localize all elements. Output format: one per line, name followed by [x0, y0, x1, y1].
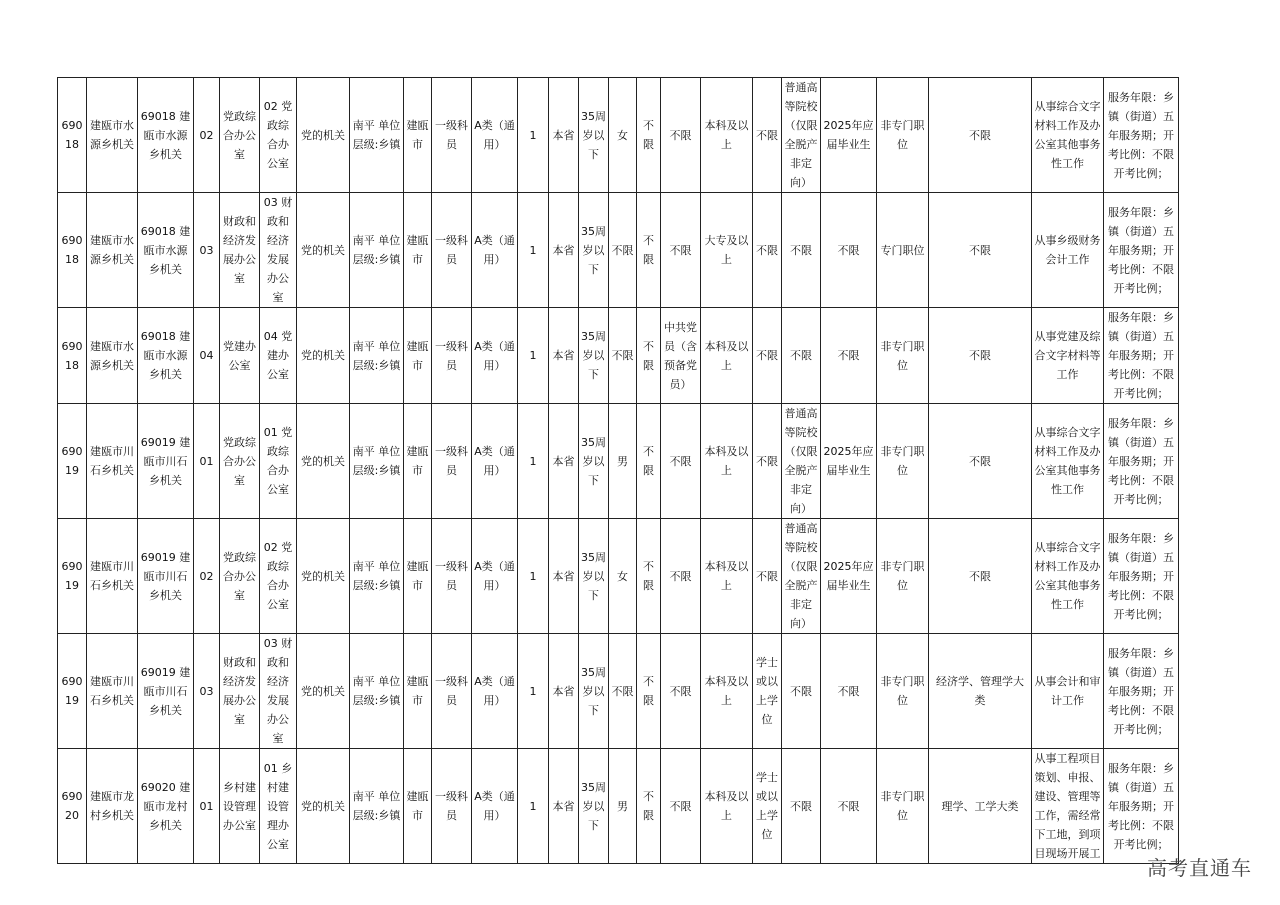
table-cell: 1	[518, 519, 549, 634]
table-cell: 2025年应届毕业生	[821, 78, 877, 193]
table-cell: 不限	[782, 308, 821, 404]
table-cell: 服务年限：乡镇（街道）五年服务期；开考比例：不限开考比例；	[1104, 749, 1179, 864]
table-cell: 不限	[609, 193, 637, 308]
table-cell: 从事综合文字材料工作及办公室其他事务性工作	[1032, 404, 1104, 519]
table-cell: 2025年应届毕业生	[821, 519, 877, 634]
table-cell: 1	[518, 749, 549, 864]
table-cell: 02 党政综合办公室	[260, 519, 297, 634]
table-cell: 01	[194, 404, 220, 519]
table-cell: 党的机关	[297, 78, 350, 193]
table-cell: 1	[518, 308, 549, 404]
table-cell: 南平 单位层级:乡镇	[350, 308, 404, 404]
table-cell: 不限	[753, 193, 782, 308]
table-cell: 建瓯市	[404, 519, 432, 634]
table-cell: 不限	[753, 519, 782, 634]
table-cell: 不限	[929, 519, 1032, 634]
table-cell: 建瓯市	[404, 749, 432, 864]
table-cell: 女	[609, 519, 637, 634]
table-cell: 03	[194, 193, 220, 308]
table-cell: 男	[609, 404, 637, 519]
table-cell: 党的机关	[297, 519, 350, 634]
table-cell: 从事党建及综合文字材料等工作	[1032, 308, 1104, 404]
table-cell: 南平 单位层级:乡镇	[350, 749, 404, 864]
table-cell: 党的机关	[297, 308, 350, 404]
table-cell: 本科及以上	[701, 404, 753, 519]
table-cell: 党政综合办公室	[220, 404, 260, 519]
table-cell: 不限	[661, 634, 701, 749]
table-cell: 一级科员	[432, 308, 472, 404]
table-cell: 02	[194, 519, 220, 634]
table-cell: 一级科员	[432, 193, 472, 308]
table-cell: A类（通用）	[472, 404, 518, 519]
table-cell: 建瓯市	[404, 404, 432, 519]
table-row	[58, 308, 1179, 404]
table-cell: 从事工程项目策划、申报、建设、管理等工作，需经常下工地，到项目现场开展工	[1032, 749, 1104, 864]
table-cell: 1	[518, 78, 549, 193]
table-cell: 普通高等院校（仅限全脱产非定向）	[782, 519, 821, 634]
table-cell: 不限	[929, 404, 1032, 519]
table-cell: 35周岁以下	[579, 308, 609, 404]
table-cell: 党的机关	[297, 749, 350, 864]
table-cell: 不限	[637, 634, 661, 749]
table-cell: 财政和经济发展办公室	[220, 193, 260, 308]
table-cell: 690 19	[58, 634, 87, 749]
table-cell: 本省	[549, 78, 579, 193]
table-cell: 学士或以上学位	[753, 634, 782, 749]
table-cell: 不限	[821, 308, 877, 404]
table-cell: 69018 建瓯市水源乡机关	[138, 308, 194, 404]
table-cell: 1	[518, 634, 549, 749]
table-cell: 服务年限：乡镇（街道）五年服务期；开考比例：不限开考比例；	[1104, 193, 1179, 308]
table-cell: 服务年限：乡镇（街道）五年服务期；开考比例：不限开考比例；	[1104, 404, 1179, 519]
table-cell: 一级科员	[432, 749, 472, 864]
table-cell: 党的机关	[297, 634, 350, 749]
table-cell: 690 19	[58, 519, 87, 634]
table-cell: 不限	[661, 193, 701, 308]
table-cell: 不限	[661, 519, 701, 634]
table-cell: 理学、工学大类	[929, 749, 1032, 864]
table-row	[58, 193, 1179, 308]
table-cell: 35周岁以下	[579, 78, 609, 193]
table-cell: 建瓯市水源乡机关	[87, 193, 138, 308]
table-cell: 党政综合办公室	[220, 519, 260, 634]
table-row	[58, 78, 1179, 193]
table-cell: 本科及以上	[701, 308, 753, 404]
table-cell: 建瓯市	[404, 193, 432, 308]
table-cell: 不限	[782, 193, 821, 308]
table-cell: 690 18	[58, 308, 87, 404]
table-cell: 69019 建瓯市川石乡机关	[138, 634, 194, 749]
table-cell: A类（通用）	[472, 193, 518, 308]
table-cell: 普通高等院校（仅限全脱产非定向）	[782, 78, 821, 193]
table-cell: A类（通用）	[472, 519, 518, 634]
table-cell: A类（通用）	[472, 308, 518, 404]
table-cell: 03	[194, 634, 220, 749]
table-cell: 69019 建瓯市川石乡机关	[138, 519, 194, 634]
table-cell: 69020 建瓯市龙村乡机关	[138, 749, 194, 864]
table-cell: 党的机关	[297, 193, 350, 308]
table-cell: 69018 建瓯市水源乡机关	[138, 193, 194, 308]
table-cell: 从事会计和审计工作	[1032, 634, 1104, 749]
table-cell: 35周岁以下	[579, 749, 609, 864]
table-cell: 04 党建办公室	[260, 308, 297, 404]
table-cell: 普通高等院校（仅限全脱产非定向）	[782, 404, 821, 519]
table-cell: 南平 单位层级:乡镇	[350, 519, 404, 634]
table-cell: 690 18	[58, 193, 87, 308]
table-cell: 不限	[637, 78, 661, 193]
table-cell: 建瓯市川石乡机关	[87, 404, 138, 519]
table-cell: 学士或以上学位	[753, 749, 782, 864]
table-cell: 03 财政和经济发展办公室	[260, 193, 297, 308]
table-cell: 服务年限：乡镇（街道）五年服务期；开考比例：不限开考比例；	[1104, 308, 1179, 404]
table-cell: 01 乡村建设管理办公室	[260, 749, 297, 864]
table-cell: 不限	[782, 749, 821, 864]
table-cell: 本省	[549, 404, 579, 519]
table-cell: 经济学、管理学大类	[929, 634, 1032, 749]
table-cell: 本省	[549, 193, 579, 308]
table-cell: 不限	[661, 749, 701, 864]
table-cell: 不限	[821, 749, 877, 864]
table-cell: 01 党政综合办公室	[260, 404, 297, 519]
table-cell: 不限	[637, 308, 661, 404]
table-cell: 69018 建瓯市水源乡机关	[138, 78, 194, 193]
table-cell: 非专门职位	[877, 634, 929, 749]
table-cell: 本科及以上	[701, 749, 753, 864]
table-cell: 从事综合文字材料工作及办公室其他事务性工作	[1032, 519, 1104, 634]
table-cell: 690 18	[58, 78, 87, 193]
table-cell: 大专及以上	[701, 193, 753, 308]
table-cell: 02 党政综合办公室	[260, 78, 297, 193]
table-cell: 南平 单位层级:乡镇	[350, 404, 404, 519]
table-cell: 一级科员	[432, 78, 472, 193]
table-cell: 不限	[929, 193, 1032, 308]
table-row	[58, 634, 1179, 749]
table-cell: 1	[518, 404, 549, 519]
table-cell: 从事综合文字材料工作及办公室其他事务性工作	[1032, 78, 1104, 193]
table-cell: 不限	[637, 519, 661, 634]
table-cell: A类（通用）	[472, 78, 518, 193]
table-cell: 不限	[821, 193, 877, 308]
table-cell: 02	[194, 78, 220, 193]
table-cell: 35周岁以下	[579, 519, 609, 634]
table-cell: 不限	[753, 78, 782, 193]
table-cell: 04	[194, 308, 220, 404]
table-cell: 中共党员（含预备党员）	[661, 308, 701, 404]
table-cell: 南平 单位层级:乡镇	[350, 78, 404, 193]
table-cell: 建瓯市龙村乡机关	[87, 749, 138, 864]
table-cell: 一级科员	[432, 519, 472, 634]
table-cell: 财政和经济发展办公室	[220, 634, 260, 749]
table-cell: 一级科员	[432, 634, 472, 749]
watermark-text: 高考直通车	[1147, 856, 1252, 880]
table-cell: 南平 单位层级:乡镇	[350, 634, 404, 749]
table-cell: 建瓯市	[404, 308, 432, 404]
table-cell: 35周岁以下	[579, 404, 609, 519]
table-cell: 非专门职位	[877, 308, 929, 404]
table-cell: 党建办公室	[220, 308, 260, 404]
table-cell: 建瓯市水源乡机关	[87, 308, 138, 404]
table-row	[58, 519, 1179, 634]
table-cell: 非专门职位	[877, 749, 929, 864]
table-cell: 服务年限：乡镇（街道）五年服务期；开考比例：不限开考比例；	[1104, 519, 1179, 634]
table-cell: 69019 建瓯市川石乡机关	[138, 404, 194, 519]
table-cell: 服务年限：乡镇（街道）五年服务期；开考比例：不限开考比例；	[1104, 78, 1179, 193]
table-cell: 本省	[549, 308, 579, 404]
table-cell: 本科及以上	[701, 78, 753, 193]
table-cell: 非专门职位	[877, 404, 929, 519]
table-cell: 03 财政和经济发展办公室	[260, 634, 297, 749]
table-cell: 本科及以上	[701, 634, 753, 749]
table-cell: 不限	[753, 308, 782, 404]
job-table	[57, 77, 1179, 864]
table-cell: 不限	[609, 308, 637, 404]
table-cell: 女	[609, 78, 637, 193]
table-cell: 男	[609, 749, 637, 864]
table-cell: 本省	[549, 519, 579, 634]
table-cell: 不限	[637, 193, 661, 308]
table-cell: 35周岁以下	[579, 634, 609, 749]
table-cell: 一级科员	[432, 404, 472, 519]
table-cell: 党的机关	[297, 404, 350, 519]
table-cell: 01	[194, 749, 220, 864]
table-cell: 建瓯市水源乡机关	[87, 78, 138, 193]
table-cell: 本科及以上	[701, 519, 753, 634]
table-cell: A类（通用）	[472, 634, 518, 749]
table-cell: 建瓯市	[404, 78, 432, 193]
table-cell: 不限	[929, 78, 1032, 193]
table-cell: 南平 单位层级:乡镇	[350, 193, 404, 308]
table-cell: 建瓯市	[404, 634, 432, 749]
table-cell: 建瓯市川石乡机关	[87, 634, 138, 749]
table-cell: 从事乡级财务会计工作	[1032, 193, 1104, 308]
table-cell: 不限	[637, 404, 661, 519]
table-cell: 非专门职位	[877, 519, 929, 634]
table-cell: 本省	[549, 634, 579, 749]
table-cell: 不限	[661, 78, 701, 193]
table-cell: 不限	[609, 634, 637, 749]
table-cell: 2025年应届毕业生	[821, 404, 877, 519]
table-cell: 非专门职位	[877, 78, 929, 193]
table-cell: 不限	[929, 308, 1032, 404]
table-cell: 不限	[661, 404, 701, 519]
table-cell: 专门职位	[877, 193, 929, 308]
table-cell: A类（通用）	[472, 749, 518, 864]
table-cell: 690 20	[58, 749, 87, 864]
table-cell: 乡村建设管理办公室	[220, 749, 260, 864]
table-cell: 1	[518, 193, 549, 308]
table-cell: 建瓯市川石乡机关	[87, 519, 138, 634]
table-cell: 本省	[549, 749, 579, 864]
table-cell: 不限	[637, 749, 661, 864]
table-row	[58, 749, 1179, 864]
table-cell: 服务年限：乡镇（街道）五年服务期；开考比例：不限开考比例；	[1104, 634, 1179, 749]
table-cell: 不限	[782, 634, 821, 749]
table-cell: 35周岁以下	[579, 193, 609, 308]
table-cell: 党政综合办公室	[220, 78, 260, 193]
table-row	[58, 404, 1179, 519]
table-cell: 690 19	[58, 404, 87, 519]
table-cell: 不限	[753, 404, 782, 519]
table-cell: 不限	[821, 634, 877, 749]
